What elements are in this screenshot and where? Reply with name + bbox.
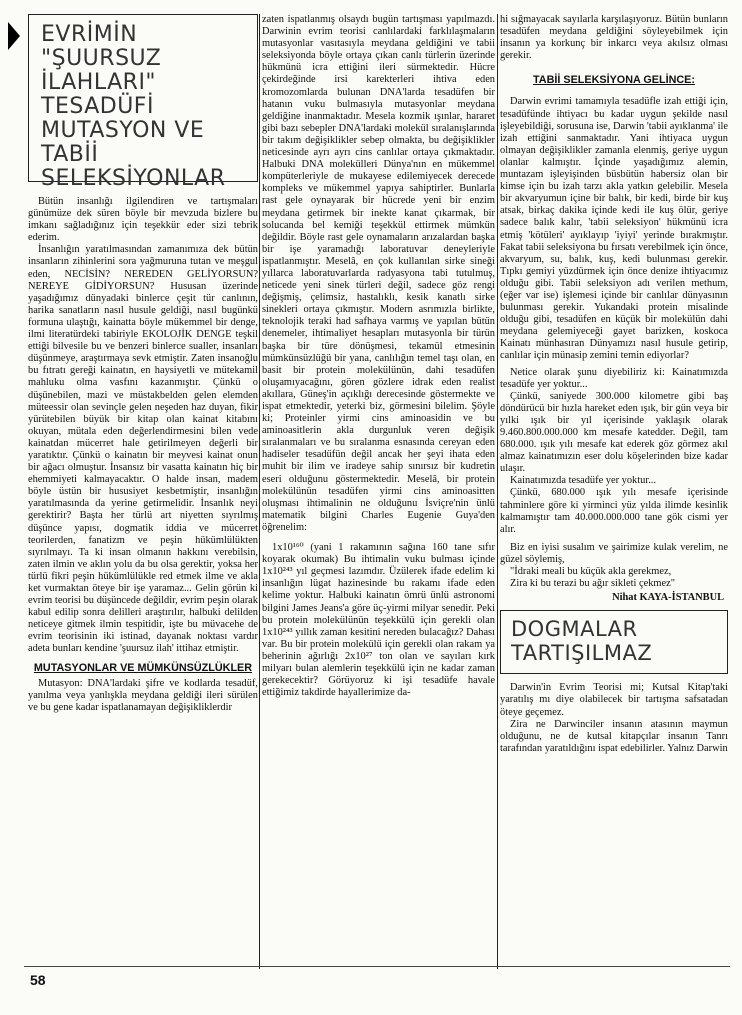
column-rule <box>497 14 498 969</box>
subheading: TABİİ SELEKSİYONA GELİNCE: <box>533 74 695 87</box>
section-title-line: DOGMALAR <box>511 617 638 642</box>
section-title-box <box>500 610 728 674</box>
paragraph: Çünkü, saniyede 300.000 kilometre gibi baş döndürücü bir hızla hareket eden ışık, bir gün veya bir yılki ışık bir yıl içerisinde yaklaşık olarak 9.460.800.000.000 km mesafe katedder. Değil, tam 680.000. ışık yılı mesafe kat ederek göz görmez akıl almaz kainatımızın eser dolu köşelerinden bize kadar ulaşır. <box>500 390 728 475</box>
triangle-marker-icon <box>8 22 20 50</box>
paragraph: zaten ispatlanmış olsaydı bugün tartışması yapılmazdı. Darwinin evrim teorisi canlılardaki farklılaşmaların mutasyonlar vasıtasıyla meydana geldiğini ve tabii seleksiyonda böyle ortaya çıkan canlı türlerin üzerinde hükmünü icra ettiğini ileri sürmektedir. Hücre çekirdeğinde irsi karekterleri ihtiva eden kromozomlarda bulunan DNA'larda tesadüfen bir hatanın vuku bulmasıyla mutasyonlar meydana geldiğine inanmaktadır. Mesela kozmik ışınlar, hararet gibi bazı sebepler DNA'lardaki molekül sıralanışlarında bir takım değişiklikler sebep olmakta, bu değişiklikler neticesinde ayrı ayrı cins canlılar ortaya çıkmaktadır. Halbuki DNA molekülleri Dünya'nın en mükemmel kompüterleriyle de mukayese edilemiyecek derecede kompleks ve mükemmel yapıya sahiptirler. Bunlarla rast gele oynayarak bir hücrede yeni bir enzim meydana getirmek bir inekte kanat çıkarmak, bir solucanda bel kemiği teşekkül ettirmek mümkün değildir. Böyle rast gele oynamaların arızalardan başka bir işe yaramadığı laboratuvar deneyleriyle ispatlanmıştır. Meselâ, en çok kullanılan sirke sineği yıllarca laboratuvarlarda radyasyona tabi tutulmuş, neticede yeni sinek türleri değil, sadece göz rengi değişmiş, çelimsiz, hastalıklı, kesik kanatlı sirke sinekleri ortaya çıkmıştır. Modern asrımızla birlikte, teknolojik teraki had safhaya varmış ve yapılan bütün denemeler, ihtimaliyet hesapları mutasyonla bir türün başka bir türe dönüşmesi, tekamül etmesinin mümkünsüzlüğü bir yana, canlılığın temel taşı olan, en basit bir protein molekülünün, dahi tesadüfen oluşamıyacağını, gören gözlere idrak eden realist akıllara, Güneş'in açıklığı derecesinde göstermekte ve ispat etmektedir, yeterki biz, görmesini bilelim. Şöyle ki; Proteinler yirmi cins aminoasidin ve bu aminoasitlerin akla durgunluk veren değişik sıralanmaları ve bu sıralanma esnasında cereyan eden hadiseler tesadüfün değil ancak her şeyi ihata eden muhit bir ilim ve iradeye sahip sınırsız bir kudretin eseri olduğunu göstermektedir. Meselâ, bir protein molekülünün tesadüfen yirmi cins aminoasitten oluşması ihtimalinin ne olduğunu İsviçre'nin ünlü matematik bilgini Charles Eugenie Guya'den öğrenelim: <box>262 14 495 533</box>
formula-paragraph: 1x10¹⁶⁰ (yani 1 rakamının sağına 160 tane sıfır koyarak okumak) Bu ihtimalin vuku bulması içinde 1x10²⁴³ yıl geçmesi lazımdır. Üzülerek ifade edelim ki insanlığın lügat hazinesinde bu rakamı ifade eden kelime yoktur. Halbuki kainatın ömrü ünlü astronomi bilgini James Jeans'a göre üç-yirmi milyar senedir. Peki bu protein molekülünün teşekkülü için gerekli olan 1x10²⁴³ yıllık zaman kesitini nereden bulacağız? Dahası var. Bu bir protein molekülü için gerekli olan rakam ya beherinin ağırlığı 2x10²⁷ ton olan ve sayıları kırk milyarı bulan alemlerin teşekkülü için ne kadar zaman gerekecektir? Görüyoruz ki işi tesadüfe havale ettiğimiz takdirde hayallerimize da- <box>262 542 495 699</box>
poem-line: "İdraki meali bu küçük akla gerekmez, <box>510 566 672 578</box>
paragraph: Netice olarak şunu diyebiliriz ki: Kainatımızda tesadüfe yer yoktur... <box>500 366 728 390</box>
paragraph: Mutasyon: DNA'lardaki şifre ve kodlarda tesadüf, yanılma veya yanlışkla meydana geldiği ileri sürülen ve bu gene kadar ispatlanamayan değişikliklerdir <box>28 677 258 713</box>
article-title-box <box>28 14 258 191</box>
article-title-line: MUTASYON VE <box>41 118 205 143</box>
paragraph: Bütün insanlığı ilgilendiren ve tartışmaları günümüze dek süren böyle bir mevzuda bizlere bu imkanı sağladığınız için teşekkür eder sizi tebrik ederim. <box>28 196 258 244</box>
paragraph: Darwin'in Evrim Teorisi mi; Kutsal Kitap'taki yaratılış mı diye olabilecek bir tartışma safsatadan öteye geçemez. <box>500 682 728 718</box>
article-title-line: "ŞUURSUZ <box>41 46 162 71</box>
article-title-line: TABİİ <box>41 142 99 167</box>
paragraph: Zira ne Darwinciler insanın atasının maymun olduğunu, ne de kutsal kitapçılar insanın Tanrı tarafından yaratıldığını ispat edebilirler. Yalnız Darwin <box>500 718 728 754</box>
article-title-line: EVRİMİN <box>41 22 138 47</box>
footer-rule <box>24 966 730 967</box>
paragraph: Çünkü, 680.000 ışık yılı mesafe içerisinde tahminlere göre ki yirminci yüz yılda ilimde kesinlik kalmamıştır tam 40.000.000.000 tane gök cismi yer alır. <box>500 487 728 535</box>
paragraph: Darwin evrimi tamamıyla tesadüfle izah ettiği için, tesadüfünde ihtiyacı bu kadar uygun şekilde nasıl işleyebildiği, sorusuna ise, Darwin 'tabii ayıklanma' ile izah ettiğini sanmaktadır. Yani ihtiyaca uygun olmayan değişiklikler zamanla elenmiş, geriye uygun olanlar kalmıştır. İçinde yaşadığımız alemin, muntazam işleyişinden büsbütün habersiz olan bir kimse için bu izah tarzı akla yatkın gelebilir. Mesela bir akvaryumun içine bir balık, bir kedi, birde bir kuş atsak, birkaç dakika içinde kedi ile kuş ölür, geriye sadece balık kalır, 'tabii seleksiyon' hükmünü icra etmiş 'kötüleri' ayıklayıp 'iyiyi' yerinde bırakmıştır. Fakat tabii seleksiyona bu fırsatı verebilmek için önce, akvaryum, su, balık, kuş, kedi bulunması gerekir. Tıpkı gemiyi yüzdürmek için önce denize ihtiyacımız olduğu gibi. Tabii seleksiyon adı verilen methum, (eğer var ise) işlemesi içinde bir canlılar dünyasının bulunması gerekir. Yukandaki protein misalinde olduğu gibi, tesadüfen en küçük bir molekülün dahi meydana gelemiyeceği gayet barizken, koskoca Kainatı münhasıran Dünyamızı nasıl husule getirip, canlılar için münasip zemini temin ediyorlar? <box>500 96 728 362</box>
paragraph: Kainatımızda tesadüfe yer yoktur... <box>510 475 656 487</box>
paragraph: hi sığmayacak sayılarla karşılaşıyoruz. Bütün bunların tesadüfen meydana geldiğini söyleyebilmek için insanın ya korkunç bir inkarcı veya akılsız olması gerekir. <box>500 14 728 62</box>
poem-line: Biz en iyisi susalım ve şairimize kulak verelim, ne güzel söylemiş, <box>500 541 728 565</box>
article-title-line: SELEKSİYONLAR <box>41 166 226 191</box>
subheading: MUTASYONLAR VE MÜMKÜNSÜZLÜKLER <box>33 661 253 674</box>
poem-line: Zira ki bu terazi bu ağır sikleti çekmez" <box>510 578 675 590</box>
section-title-line: TARTIŞILMAZ <box>511 641 653 666</box>
column-1 <box>28 14 258 964</box>
column-2 <box>262 14 495 964</box>
author-signature: Nihat KAYA-İSTANBUL <box>612 592 724 604</box>
column-rule <box>259 14 260 969</box>
column-3 <box>500 14 728 964</box>
page-number: 58 <box>30 972 46 988</box>
article-title-line: TESADÜFİ <box>41 94 154 119</box>
article-title-line: İLAHLARI" <box>41 70 157 95</box>
paragraph: İnsanlığın yaratılmasından zamanımıza dek bütün insanların zihinlerini sora yağmuruna tutan ve meşgul eden, NECİSİN? NEREDEN GELİYORSUN? NEREYE GİDİYORSUN? Hususan üzerinde yaşadığımız dünyadaki binlerce çeşit tür canlının, harika sanatların nasıl husule geldiği, nasıl bugünkü formuna ulaştığı, kainatta böyle mükemmel bir denge, ilmi literatürdeki tabiriyle EKOLOJİK DENGE teşkil ettiği bilvesile bu ve benzeri binlerce sualler, insanları düşünmeye, araştırmaya sevk etmiştir. Zaten insanoğlu bu fıtratı gereği kainatın, en haysiyetli ve mütekamil mahluku olma vasfını kazanmıştır. Çünkü o düşünebilen, mazi ve müstakbelden gelen elemden müteessir olan sevinçle gelen neşeden haz duyan, fikir yürütebilen büyük bir kitap olan kainat kitabını okuyan, mütala eden değerlendirmesini bilen vede kainatdan mücerret hale getirilmeyen değerli bir yaratıktır. Çünkü o kainatın bir meyvesi kainat onun bir ağacı olmuştur. İnsansız bir vasatta kainatın hiç bir ehemmiyeti kalmayacaktır. O halde insan, madem böyle üstün bir hususiyet kesbetmiştir, insanlığın yaratılmasında da yerine getirmelidir. İnsanlık neyi gerektirir? Başta her türlü art niyetten sıyrılmış düşünce yapısı, dogmatik iddia ve mücerret teorilerden, fanatizm ve peşin hükümlülükten sıyrılmayı. Ta ki insan olmanın hakkını verebilsin, zaten ilmin ve aklın yolu da bu olsa gerektir, yoksa her türlü fikri peşin hükümlülükle red etmek ilme ve akla ket vurmaktan öteye bir işe yaramaz... Gelin görün ki evrim teorisi bu düşüncede değildir, evrim peşin olarak kabul edilip sonra delilleri araştırılır, halbuki delilden neticeye gitmek ilmin tespitidir, işte bu müvacehe de evrim teorisinin iki istinad, dayanak noktası vardır adeta bunları kendine 'şuursuz ilah' ittihaz etmiştir. <box>28 244 258 655</box>
